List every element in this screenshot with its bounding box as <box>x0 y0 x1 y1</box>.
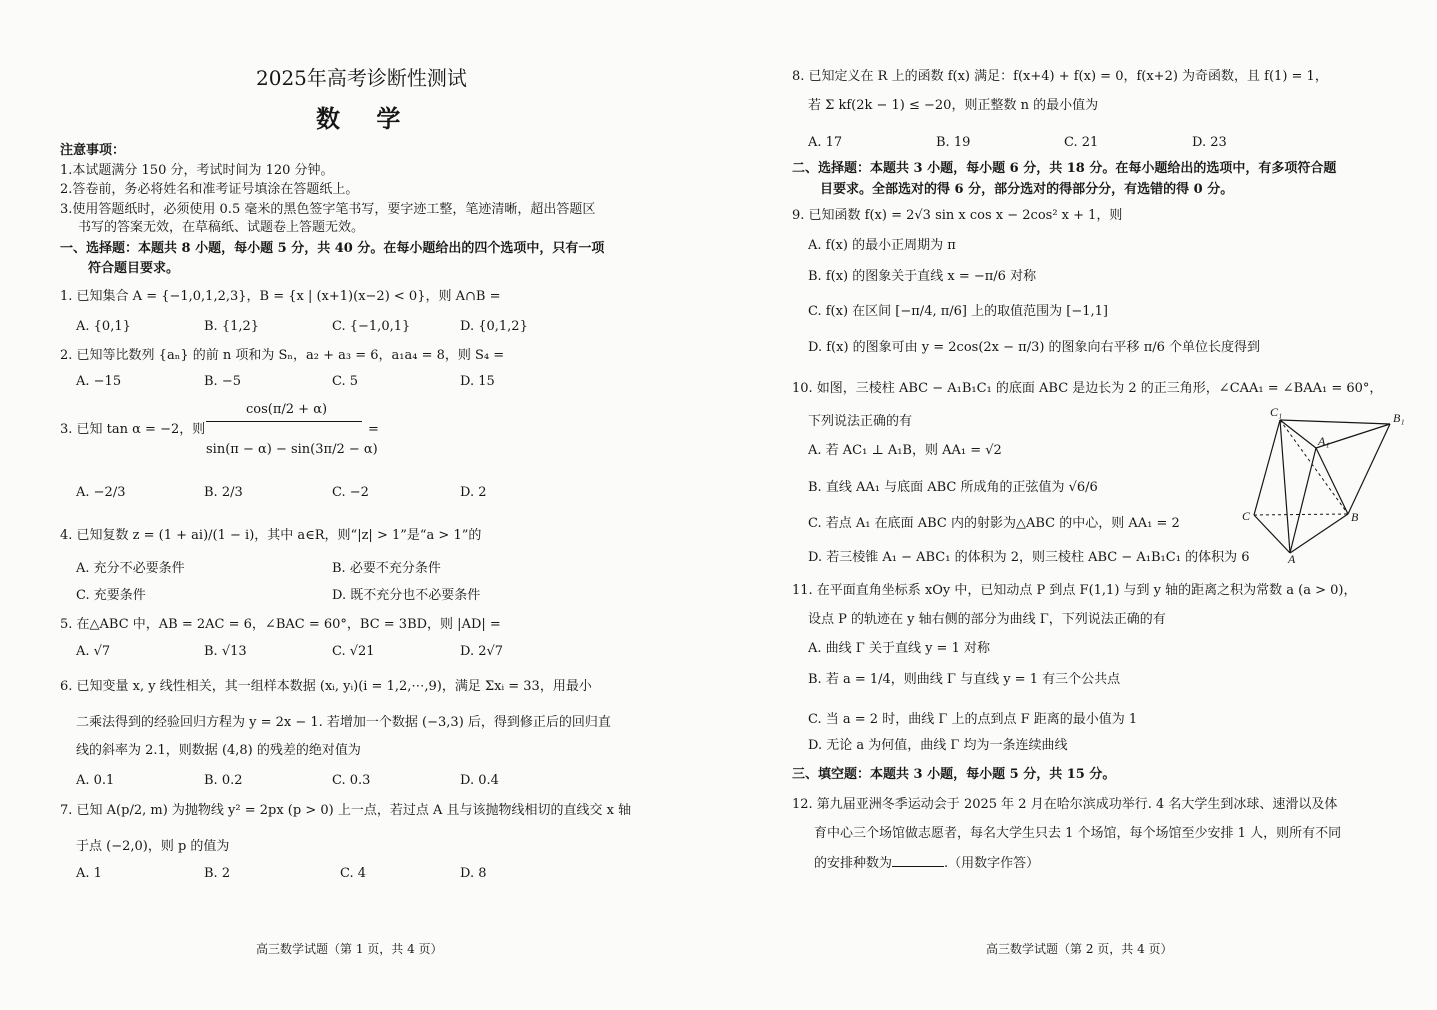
section-heading: 符合题目要求。 <box>88 261 180 276</box>
exam-title: 2025年高考诊断性测试 <box>256 66 467 90</box>
option: B. 若 a = 1/4，则曲线 Γ 与直线 y = 1 有三个公共点 <box>808 672 1121 687</box>
option: A. f(x) 的最小正周期为 π <box>808 238 956 253</box>
option: C. 0.3 <box>332 773 371 788</box>
equals-sign: = <box>368 422 379 437</box>
notice-heading: 注意事项： <box>60 143 126 158</box>
section-heading: 一、选择题：本题共 8 小题，每小题 5 分，共 40 分。在每小题给出的四个选项中，只有一项 <box>60 241 605 256</box>
section-heading: 三、填空题：本题共 3 小题，每小题 5 分，共 15 分。 <box>792 767 1116 782</box>
fraction-bar <box>206 421 362 422</box>
vertex-label: C <box>1242 509 1251 523</box>
option: D. 8 <box>460 866 487 881</box>
question-stem: 线的斜率为 2.1，则数据 (4,8) 的残差的绝对值为 <box>76 743 361 758</box>
edge-a1-b <box>1316 448 1348 514</box>
option: A. 0.1 <box>76 773 115 788</box>
option: D. 15 <box>460 374 495 389</box>
option: D. f(x) 的图象可由 y = 2cos(2x − π/3) 的图象向右平移 π/6 个单位长度得到 <box>808 340 1261 355</box>
option: D. 无论 a 为何值，曲线 Γ 均为一条连续曲线 <box>808 738 1068 753</box>
question-stem: 若 Σ kf(2k − 1) ≤ −20，则正整数 n 的最小值为 <box>808 98 1099 113</box>
question-stem: 于点 (−2,0)，则 p 的值为 <box>76 839 230 854</box>
edge-c1-b1 <box>1280 420 1390 424</box>
option: B. 19 <box>936 135 971 150</box>
notice-line: 书写的答案无效，在草稿纸、试题卷上答题无效。 <box>78 220 365 235</box>
option: C. −2 <box>332 485 369 500</box>
option: C. 当 a = 2 时，曲线 Γ 上的点到点 F 距离的最小值为 1 <box>808 712 1138 727</box>
edge-c1-a1 <box>1280 420 1316 448</box>
option: B. f(x) 的图象关于直线 x = −π/6 对称 <box>808 269 1037 284</box>
question-stem: 8. 已知定义在 R 上的函数 f(x) 满足：f(x+4) + f(x) = 0，f(x+2) 为奇函数，且 f(1) = 1， <box>792 69 1328 84</box>
vertex-label: A₁ <box>1318 434 1330 448</box>
question-stem: 11. 在平面直角坐标系 xOy 中，已知动点 P 到点 F(1,1) 与到 y 轴的距离之积为常数 a (a > 0)， <box>792 583 1357 598</box>
option: B. 2 <box>204 866 231 881</box>
prism-figure <box>1240 400 1410 565</box>
option: C. 充要条件 <box>76 588 146 603</box>
option: C. 若点 A₁ 在底面 ABC 内的射影为△ABC 的中心，则 AA₁ = 2 <box>808 516 1180 531</box>
option: D. 23 <box>1192 135 1227 150</box>
vertex-label: B <box>1351 510 1359 524</box>
edge-b1-b <box>1348 424 1390 514</box>
question-stem-text: 的安排种数为 <box>814 856 893 871</box>
question-stem: 3. 已知 tan α = −2，则 <box>60 422 206 437</box>
question-stem-tail: .（用数字作答） <box>944 856 1040 871</box>
question-stem: 下列说法正确的有 <box>808 414 913 429</box>
option: A. −15 <box>76 374 122 389</box>
notice-line: 2.答卷前，务必将姓名和准考证号填涂在答题纸上。 <box>60 182 359 197</box>
option: A. {0,1} <box>76 319 131 334</box>
option: D. {0,1,2} <box>460 319 528 334</box>
answer-blank[interactable] <box>892 854 944 867</box>
option: A. 17 <box>808 135 843 150</box>
exam-page-2 <box>720 0 1437 1010</box>
page-footer: 高三数学试题（第 1 页，共 4 页） <box>256 942 443 956</box>
question-stem: 12. 第九届亚洲冬季运动会于 2025 年 2 月在哈尔滨成功举行. 4 名大学生到冰球、速滑以及体 <box>792 797 1338 812</box>
option: D. 若三棱锥 A₁ − ABC₁ 的体积为 2，则三棱柱 ABC − A₁B₁C₁ 的体积为 6 <box>808 550 1250 565</box>
notice-line: 1.本试题满分 150 分，考试时间为 120 分钟。 <box>60 163 334 178</box>
option: A. 若 AC₁ ⊥ A₁B，则 AA₁ = √2 <box>808 443 1002 458</box>
vertex-label: A <box>1288 552 1296 565</box>
question-stem: 5. 在△ABC 中，AB = 2AC = 6，∠BAC = 60°，BC = 3BD，则 |AD| = <box>60 617 501 632</box>
option: B. 0.2 <box>204 773 243 788</box>
option: C. 5 <box>332 374 359 389</box>
vertex-label: B₁ <box>1393 411 1405 425</box>
hidden-edge-c1-b <box>1280 420 1348 514</box>
hidden-edge-c-b <box>1254 514 1348 515</box>
question-stem: 6. 已知变量 x, y 线性相关，其一组样本数据 (xᵢ, yᵢ)(i = 1,2,⋯,9)，满足 Σxᵢ = 33，用最小 <box>60 679 592 694</box>
option: B. 2/3 <box>204 485 243 500</box>
question-stem: 二乘法得到的经验回归方程为 y = 2x − 1. 若增加一个数据 (−3,3) 后，得到修正后的回归直 <box>76 715 611 730</box>
section-heading: 二、选择题：本题共 3 小题，每小题 6 分，共 18 分。在每小题给出的选项中，有多项符合题 <box>792 161 1337 176</box>
question-stem: 10. 如图，三棱柱 ABC − A₁B₁C₁ 的底面 ABC 是边长为 2 的正三角形，∠CAA₁ = ∠BAA₁ = 60°， <box>792 381 1383 396</box>
option: D. 2√7 <box>460 644 504 659</box>
fraction-denominator: sin(π − α) − sin(3π/2 − α) <box>206 442 378 457</box>
subject-title: 数 学 <box>316 104 415 133</box>
question-stem: 7. 已知 A(p/2, m) 为抛物线 y² = 2px (p > 0) 上一点，若过点 A 且与该抛物线相切的直线交 x 轴 <box>60 803 632 818</box>
question-stem: 4. 已知复数 z = (1 + ai)/(1 − i)，其中 a∈R，则“|z| > 1”是“a > 1”的 <box>60 528 482 543</box>
vertex-label: C₁ <box>1270 405 1283 419</box>
option: A. 1 <box>76 866 102 881</box>
page-footer: 高三数学试题（第 2 页，共 4 页） <box>986 942 1173 956</box>
fraction-numerator: cos(π/2 + α) <box>246 402 328 417</box>
option: B. −5 <box>204 374 241 389</box>
question-stem: 2. 已知等比数列 {aₙ} 的前 n 项和为 Sₙ，a₂ + a₃ = 6，a₁a₄ = 8，则 S₄ = <box>60 348 505 363</box>
option: B. 必要不充分条件 <box>332 561 441 576</box>
notice-line: 3.使用答题纸时，必须使用 0.5 毫米的黑色签字笔书写，要字迹工整，笔迹清晰，超出答题区 <box>60 202 596 217</box>
question-stem: 设点 P 的轨迹在 y 轴右侧的部分为曲线 Γ，下列说法正确的有 <box>808 612 1166 627</box>
option: C. {−1,0,1} <box>332 319 411 334</box>
option: A. −2/3 <box>76 485 126 500</box>
edge-c-a <box>1254 515 1290 553</box>
option: B. 直线 AA₁ 与底面 ABC 所成角的正弦值为 √6/6 <box>808 480 1098 495</box>
question-stem: 9. 已知函数 f(x) = 2√3 sin x cos x − 2cos² x + 1，则 <box>792 208 1123 223</box>
option: D. 2 <box>460 485 487 500</box>
question-stem: 1. 已知集合 A = {−1,0,1,2,3}，B = {x | (x+1)(x−2) < 0}，则 A∩B = <box>60 289 501 304</box>
question-stem-final <box>814 854 1039 872</box>
question-stem: 育中心三个场馆做志愿者，每名大学生只去 1 个场馆，每个场馆至少安排 1 人，则所有不同 <box>814 826 1342 841</box>
option: A. √7 <box>76 644 111 659</box>
option: C. 4 <box>340 866 367 881</box>
option: A. 充分不必要条件 <box>76 561 185 576</box>
option: B. √13 <box>204 644 247 659</box>
option: B. {1,2} <box>204 319 260 334</box>
section-heading: 目要求。全部选对的得 6 分，部分选对的得部分分，有选错的得 0 分。 <box>820 182 1234 197</box>
option: D. 既不充分也不必要条件 <box>332 588 481 603</box>
edge-c1-a <box>1280 420 1290 553</box>
option: C. f(x) 在区间 [−π/4, π/6] 上的取值范围为 [−1,1] <box>808 304 1108 319</box>
option: A. 曲线 Γ 关于直线 y = 1 对称 <box>808 641 990 656</box>
option: D. 0.4 <box>460 773 499 788</box>
edge-c1-c <box>1254 420 1280 515</box>
option: C. √21 <box>332 644 375 659</box>
option: C. 21 <box>1064 135 1099 150</box>
